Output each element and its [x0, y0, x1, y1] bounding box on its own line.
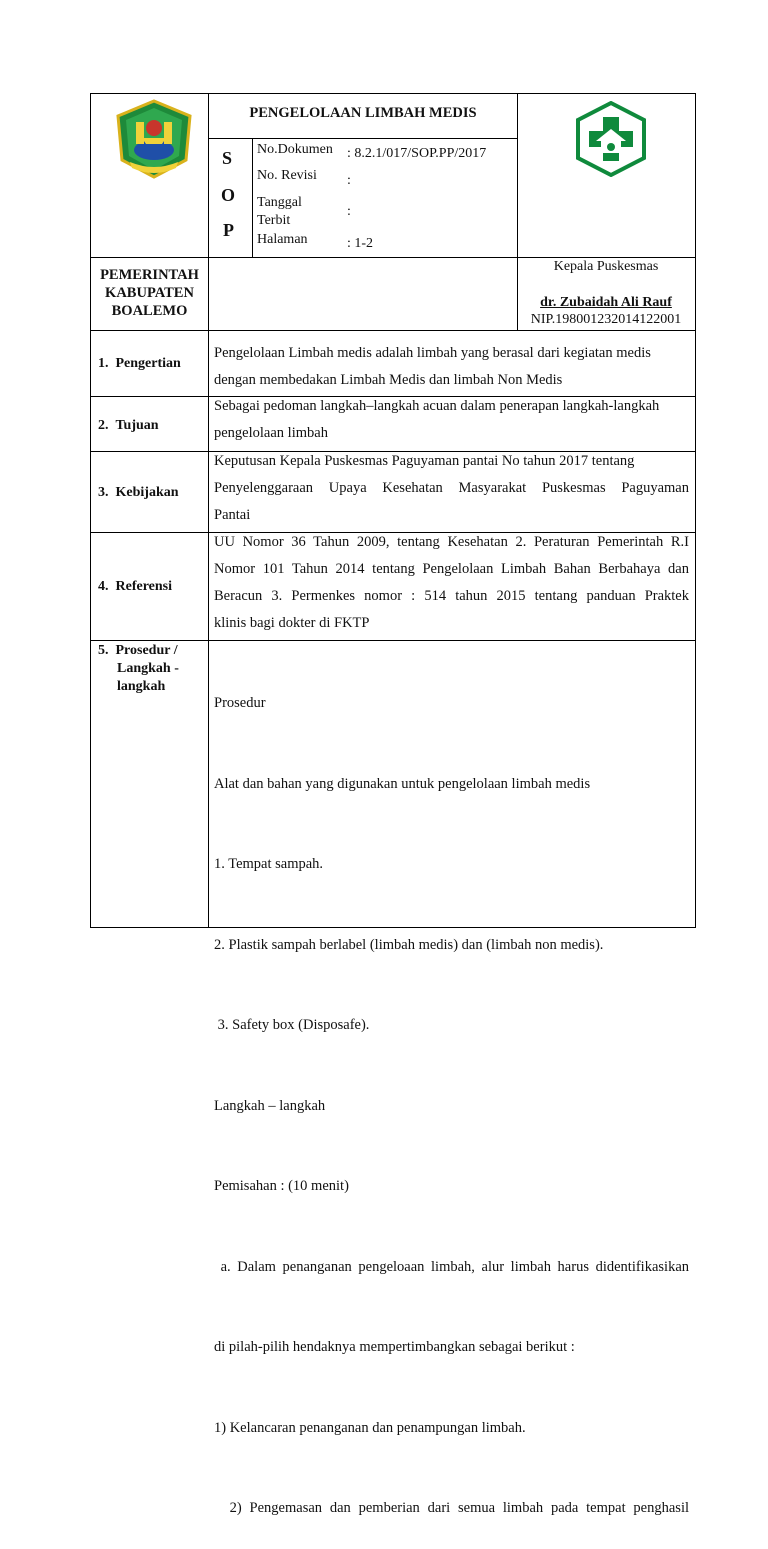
- section-3-line: Pantai: [214, 507, 251, 523]
- section-5-line: 2. Plastik sampah berlabel (limbah medis) dan (limbah non medis).: [214, 936, 604, 953]
- section-5-line: di pilah-pilih hendaknya mempertimbangkan sebagai berikut :: [214, 1339, 575, 1355]
- section-4-line: klinis bagi dokter di FKTP: [214, 615, 370, 631]
- field-label-no-dokumen: No.Dokumen: [257, 142, 333, 157]
- table-border-left: [90, 93, 91, 928]
- section-3-label: [98, 484, 179, 502]
- section-3-line: Penyelenggaraan Upaya Kesehatan Masyarakat Puskesmas Paguyaman: [214, 480, 689, 496]
- section-2-content: [214, 393, 689, 447]
- section-5-line: Alat dan bahan yang digunakan untuk pengelolaan limbah medis: [214, 775, 591, 792]
- pemerintah-block: [91, 266, 208, 320]
- section-5-line: a. Dalam penanganan pengeloaan limbah, alur limbah harus didentifikasikan: [214, 1258, 689, 1275]
- section-5-title-line-3: langkah: [117, 679, 166, 694]
- section-5-line: Langkah – langkah: [214, 1097, 326, 1114]
- sop-divider: [252, 138, 253, 257]
- section-1-title: Pengertian: [115, 356, 181, 371]
- section-5-line: Prosedur: [214, 695, 266, 711]
- pemerintah-line-1: PEMERINTAH: [100, 267, 199, 283]
- field-value-no-dokumen: : 8.2.1/017/SOP.PP/2017: [347, 146, 487, 161]
- section-3-content: [214, 448, 689, 529]
- section-4-number: 4.: [98, 579, 109, 594]
- field-label-no-revisi: No. Revisi: [257, 168, 317, 183]
- field-value-no-revisi: :: [347, 173, 351, 188]
- regency-emblem-logo: [112, 98, 196, 180]
- kepala-puskesmas-name: dr. Zubaidah Ali Rauf: [540, 295, 672, 310]
- title-underline: [208, 138, 518, 139]
- section-3-line: Keputusan Kepala Puskesmas Paguyaman pantai No tahun 2017 tentang: [214, 453, 635, 469]
- table-border-right: [695, 93, 696, 928]
- section-1-line: dengan membedakan Limbah Medis dan limbah Non Medis: [214, 372, 563, 388]
- section-2-number: 2.: [98, 418, 109, 433]
- pemerintah-line-2: KABUPATEN: [105, 285, 194, 301]
- section-3-number: 3.: [98, 485, 109, 500]
- sop-letter-s: S: [222, 148, 233, 168]
- section-4-title: Referensi: [115, 579, 172, 594]
- sop-letter-p: P: [223, 220, 234, 240]
- section-1-number: 1.: [98, 356, 109, 371]
- kepala-puskesmas-role: Kepala Puskesmas: [553, 259, 659, 274]
- section-4-line: Nomor 101 Tahun 2014 tentang Pengelolaan Limbah Bahan Berbahaya dan: [214, 561, 689, 577]
- pemerintah-line-3: BOALEMO: [111, 303, 188, 319]
- field-label-tanggal-terbit: Tanggal Terbit: [257, 195, 302, 228]
- section-2-title: Tujuan: [115, 418, 159, 433]
- section-1-line: Pengelolaan Limbah medis adalah limbah yang berasal dari kegiatan medis: [214, 345, 651, 361]
- document-title: PENGELOLAAN LIMBAH MEDIS: [249, 105, 477, 121]
- section-5-line: 1) Kelancaran penanganan dan penampungan limbah.: [214, 1419, 526, 1436]
- section-5-line: 2) Pengemasan dan pemberian dari semua limbah pada tempat penghasil: [214, 1500, 690, 1516]
- section-4-label: [98, 578, 172, 596]
- section-2-line: pengelolaan limbah: [214, 425, 328, 441]
- section-3-title: Kebijakan: [115, 485, 179, 500]
- section-5-line: 3. Safety box (Disposafe).: [214, 1017, 370, 1033]
- kepala-puskesmas-nip: NIP.198001232014122001: [530, 312, 682, 327]
- row-divider-2: [90, 330, 696, 331]
- section-5-line: Pemisahan : (10 menit): [214, 1178, 349, 1194]
- section-5-number: 5.: [98, 643, 109, 658]
- section-5-label: [98, 642, 179, 696]
- section-5-title-line-1: Prosedur /: [115, 643, 178, 658]
- section-1-label: [98, 355, 181, 373]
- regency-emblem-icon: [112, 98, 196, 180]
- section-4-content: [214, 529, 689, 637]
- section-1-content: [214, 340, 689, 394]
- section-2-label: [98, 417, 159, 435]
- section-5-title-line-2: Langkah -: [117, 661, 179, 676]
- section-5-line: 1. Tempat sampah.: [214, 856, 324, 872]
- sop-letter-o: O: [221, 185, 236, 205]
- section-4-line: Beracun 3. Permenkes nomor : 514 tahun 2015 tentang panduan Praktek: [214, 588, 689, 604]
- section-5-content: [214, 636, 689, 1549]
- green-cross-icon: [574, 101, 648, 177]
- field-label-halaman: Halaman: [257, 232, 308, 247]
- puskesmas-green-cross-logo: [574, 101, 648, 177]
- field-value-halaman: : 1-2: [347, 236, 374, 251]
- field-value-tanggal-terbit: :: [347, 204, 351, 219]
- col-divider-left: [208, 93, 209, 928]
- section-2-line: Sebagai pedoman langkah–langkah acuan dalam penerapan langkah-langkah: [214, 398, 660, 414]
- table-border-top: [90, 93, 696, 94]
- section-4-line: UU Nomor 36 Tahun 2009, tentang Kesehatan 2. Peraturan Pemerintah R.I: [214, 534, 689, 550]
